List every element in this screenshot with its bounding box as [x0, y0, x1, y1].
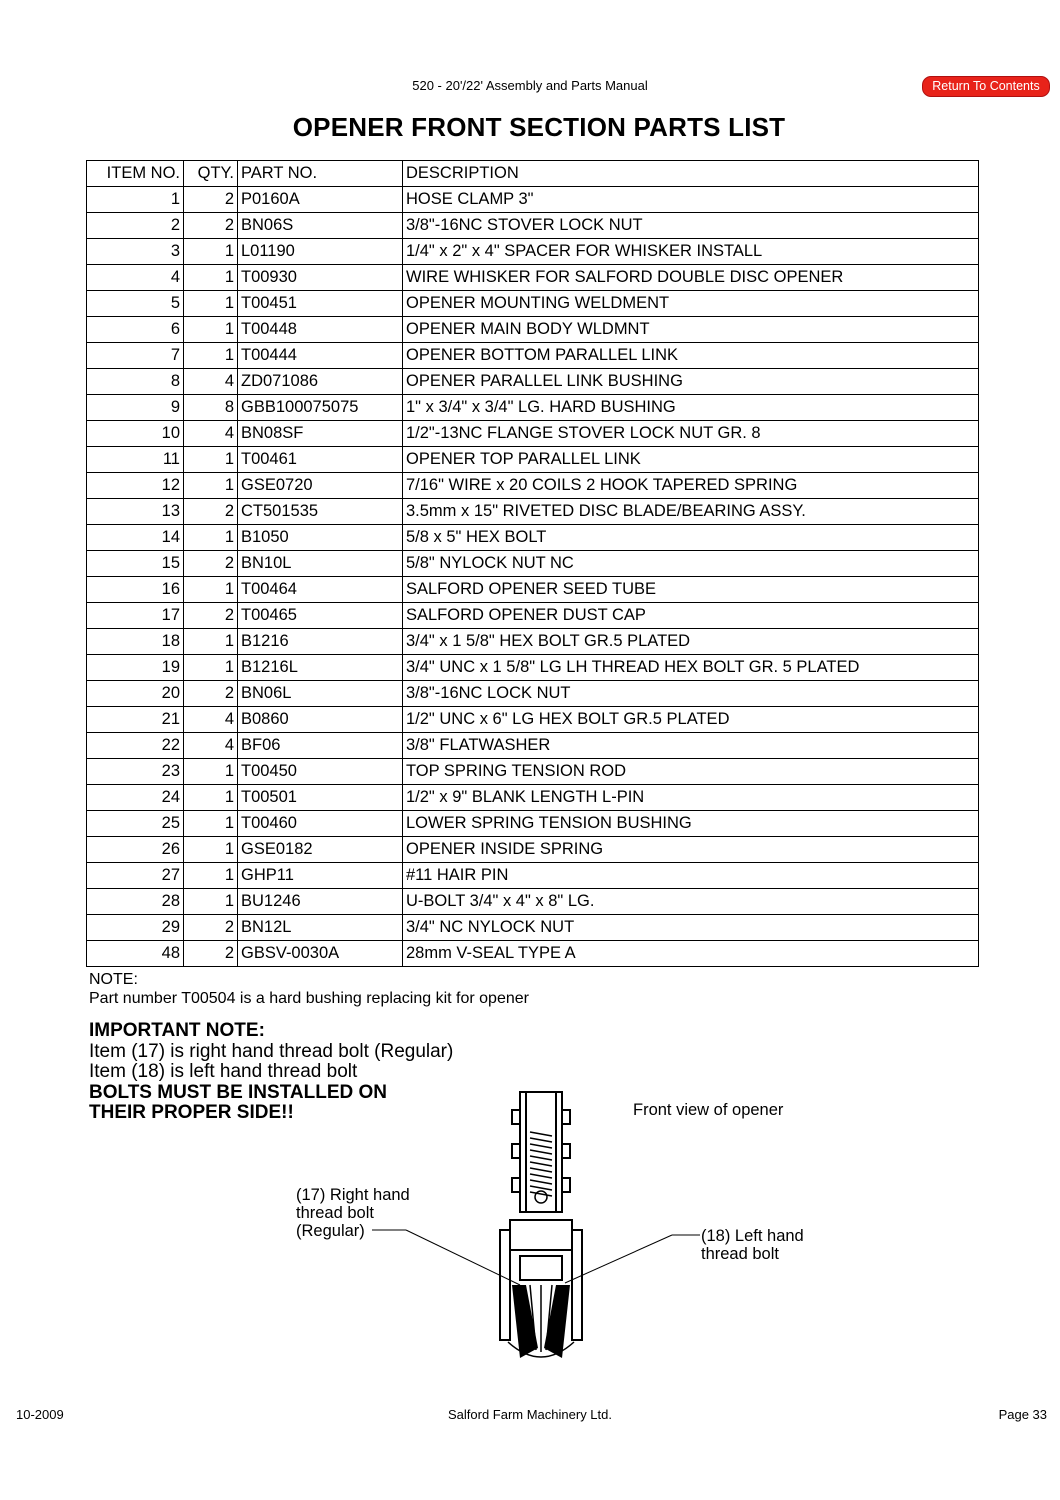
description-cell: 3/8"-16NC LOCK NUT [403, 681, 979, 707]
table-row [87, 889, 979, 915]
item-no-cell: 28 [87, 889, 184, 915]
item-no-cell: 27 [87, 863, 184, 889]
callout-18-line-2: thread bolt [701, 1245, 779, 1263]
note-text: Part number T00504 is a hard bushing replacing kit for opener [89, 990, 529, 1007]
qty-cell: 1 [184, 317, 238, 343]
description-cell: HOSE CLAMP 3" [403, 187, 979, 213]
part-no-cell: BF06 [238, 733, 403, 759]
qty-cell: 2 [184, 499, 238, 525]
qty-cell: 1 [184, 525, 238, 551]
qty-cell: 1 [184, 239, 238, 265]
part-no-cell: BN12L [238, 915, 403, 941]
description-cell: 1" x 3/4" x 3/4" LG. HARD BUSHING [403, 395, 979, 421]
part-no-cell: B1050 [238, 525, 403, 551]
note-block [89, 970, 529, 1008]
return-to-contents-button[interactable]: Return To Contents [922, 76, 1050, 97]
footer-date: 10-2009 [16, 1407, 64, 1422]
part-no-cell: B1216 [238, 629, 403, 655]
qty-cell: 4 [184, 369, 238, 395]
column-header-item-no: ITEM NO. [87, 161, 184, 187]
description-cell: 5/8" NYLOCK NUT NC [403, 551, 979, 577]
item-no-cell: 7 [87, 343, 184, 369]
table-row [87, 577, 979, 603]
qty-cell: 2 [184, 187, 238, 213]
qty-cell: 1 [184, 863, 238, 889]
footer-company: Salford Farm Machinery Ltd. [447, 1407, 612, 1422]
qty-cell: 2 [184, 551, 238, 577]
item-no-cell: 11 [87, 447, 184, 473]
qty-cell: 1 [184, 655, 238, 681]
table-row [87, 629, 979, 655]
parts-table [86, 160, 979, 967]
column-header-description: DESCRIPTION [403, 161, 979, 187]
qty-cell: 1 [184, 889, 238, 915]
item-no-cell: 1 [87, 187, 184, 213]
description-cell: OPENER MAIN BODY WLDMNT [403, 317, 979, 343]
table-header-row [87, 161, 979, 187]
qty-cell: 1 [184, 447, 238, 473]
description-cell: OPENER TOP PARALLEL LINK [403, 447, 979, 473]
part-no-cell: T00464 [238, 577, 403, 603]
part-no-cell: T00461 [238, 447, 403, 473]
description-cell: #11 HAIR PIN [403, 863, 979, 889]
qty-cell: 1 [184, 759, 238, 785]
qty-cell: 4 [184, 707, 238, 733]
qty-cell: 1 [184, 811, 238, 837]
callout-17-right-hand-bolt [296, 1186, 410, 1240]
callout-17-line-1: (17) Right hand [296, 1186, 410, 1204]
part-no-cell: T00450 [238, 759, 403, 785]
item-no-cell: 18 [87, 629, 184, 655]
footer-page-number: Page 33 [998, 1407, 1047, 1422]
table-row [87, 863, 979, 889]
description-cell: 3.5mm x 15" RIVETED DISC BLADE/BEARING ASSY. [403, 499, 979, 525]
qty-cell: 4 [184, 421, 238, 447]
table-row [87, 343, 979, 369]
qty-cell: 1 [184, 785, 238, 811]
important-note-line-18: Item (18) is left hand thread bolt [89, 1061, 358, 1082]
qty-cell: 2 [184, 941, 238, 967]
description-cell: 1/4" x 2" x 4" SPACER FOR WHISKER INSTALL [403, 239, 979, 265]
description-cell: SALFORD OPENER DUST CAP [403, 603, 979, 629]
item-no-cell: 25 [87, 811, 184, 837]
item-no-cell: 12 [87, 473, 184, 499]
item-no-cell: 2 [87, 213, 184, 239]
item-no-cell: 15 [87, 551, 184, 577]
description-cell: U-BOLT 3/4" x 4" x 8" LG. [403, 889, 979, 915]
table-row [87, 499, 979, 525]
manual-title: 520 - 20'/22' Assembly and Parts Manual [412, 78, 648, 93]
item-no-cell: 48 [87, 941, 184, 967]
table-row [87, 213, 979, 239]
part-no-cell: T00460 [238, 811, 403, 837]
part-no-cell: ZD071086 [238, 369, 403, 395]
part-no-cell: T00465 [238, 603, 403, 629]
qty-cell: 2 [184, 213, 238, 239]
table-row [87, 447, 979, 473]
table-row [87, 811, 979, 837]
description-cell: 3/8"-16NC STOVER LOCK NUT [403, 213, 979, 239]
part-no-cell: T00451 [238, 291, 403, 317]
description-cell: OPENER BOTTOM PARALLEL LINK [403, 343, 979, 369]
qty-cell: 1 [184, 629, 238, 655]
part-no-cell: GBSV-0030A [238, 941, 403, 967]
note-label: NOTE: [89, 971, 138, 988]
opener-front-view-diagram [360, 1080, 720, 1370]
item-no-cell: 29 [87, 915, 184, 941]
item-no-cell: 21 [87, 707, 184, 733]
item-no-cell: 6 [87, 317, 184, 343]
qty-cell: 2 [184, 603, 238, 629]
important-warning-line-2: THEIR PROPER SIDE!! [89, 1102, 294, 1123]
table-row [87, 681, 979, 707]
description-cell: 5/8 x 5" HEX BOLT [403, 525, 979, 551]
table-row [87, 369, 979, 395]
item-no-cell: 26 [87, 837, 184, 863]
part-no-cell: BU1246 [238, 889, 403, 915]
part-no-cell: B0860 [238, 707, 403, 733]
qty-cell: 1 [184, 837, 238, 863]
table-row [87, 239, 979, 265]
item-no-cell: 10 [87, 421, 184, 447]
parts-table-body [87, 187, 979, 967]
part-no-cell: T00448 [238, 317, 403, 343]
item-no-cell: 5 [87, 291, 184, 317]
table-row [87, 941, 979, 967]
item-no-cell: 17 [87, 603, 184, 629]
table-row [87, 265, 979, 291]
qty-cell: 8 [184, 395, 238, 421]
table-row [87, 603, 979, 629]
part-no-cell: GHP11 [238, 863, 403, 889]
part-no-cell: GBB100075075 [238, 395, 403, 421]
description-cell: 1/2" x 9" BLANK LENGTH L-PIN [403, 785, 979, 811]
table-row [87, 551, 979, 577]
description-cell: OPENER INSIDE SPRING [403, 837, 979, 863]
callout-18-left-hand-bolt [701, 1227, 804, 1263]
table-row [87, 785, 979, 811]
table-row [87, 837, 979, 863]
description-cell: 3/4" x 1 5/8" HEX BOLT GR.5 PLATED [403, 629, 979, 655]
part-no-cell: GSE0182 [238, 837, 403, 863]
item-no-cell: 23 [87, 759, 184, 785]
table-row [87, 707, 979, 733]
item-no-cell: 13 [87, 499, 184, 525]
qty-cell: 1 [184, 291, 238, 317]
table-row [87, 317, 979, 343]
qty-cell: 1 [184, 473, 238, 499]
item-no-cell: 19 [87, 655, 184, 681]
page-title: OPENER FRONT SECTION PARTS LIST [292, 112, 786, 142]
description-cell: 28mm V-SEAL TYPE A [403, 941, 979, 967]
table-row [87, 187, 979, 213]
qty-cell: 1 [184, 265, 238, 291]
qty-cell: 1 [184, 577, 238, 603]
part-no-cell: CT501535 [238, 499, 403, 525]
item-no-cell: 8 [87, 369, 184, 395]
item-no-cell: 16 [87, 577, 184, 603]
qty-cell: 2 [184, 681, 238, 707]
part-no-cell: BN06L [238, 681, 403, 707]
description-cell: LOWER SPRING TENSION BUSHING [403, 811, 979, 837]
table-row [87, 915, 979, 941]
part-no-cell: T00444 [238, 343, 403, 369]
table-row [87, 421, 979, 447]
table-row [87, 395, 979, 421]
qty-cell: 2 [184, 915, 238, 941]
description-cell: 7/16" WIRE x 20 COILS 2 HOOK TAPERED SPRING [403, 473, 979, 499]
description-cell: SALFORD OPENER SEED TUBE [403, 577, 979, 603]
part-no-cell: T00930 [238, 265, 403, 291]
part-no-cell: BN06S [238, 213, 403, 239]
part-no-cell: BN08SF [238, 421, 403, 447]
description-cell: 3/4" NC NYLOCK NUT [403, 915, 979, 941]
table-row [87, 733, 979, 759]
item-no-cell: 14 [87, 525, 184, 551]
description-cell: 1/2" UNC x 6" LG HEX BOLT GR.5 PLATED [403, 707, 979, 733]
description-cell: 3/4" UNC x 1 5/8" LG LH THREAD HEX BOLT GR. 5 PLATED [403, 655, 979, 681]
description-cell: 1/2"-13NC FLANGE STOVER LOCK NUT GR. 8 [403, 421, 979, 447]
description-cell: OPENER MOUNTING WELDMENT [403, 291, 979, 317]
important-note-heading: IMPORTANT NOTE: [89, 1020, 265, 1041]
description-cell: OPENER PARALLEL LINK BUSHING [403, 369, 979, 395]
part-no-cell: P0160A [238, 187, 403, 213]
part-no-cell: GSE0720 [238, 473, 403, 499]
item-no-cell: 20 [87, 681, 184, 707]
table-row [87, 473, 979, 499]
important-warning-line-1: BOLTS MUST BE INSTALLED ON [89, 1081, 388, 1103]
qty-cell: 4 [184, 733, 238, 759]
callout-18-line-1: (18) Left hand [701, 1227, 804, 1245]
qty-cell: 1 [184, 343, 238, 369]
column-header-qty: QTY. [184, 161, 238, 187]
description-cell: TOP SPRING TENSION ROD [403, 759, 979, 785]
description-cell: 3/8" FLATWASHER [403, 733, 979, 759]
table-row [87, 291, 979, 317]
item-no-cell: 24 [87, 785, 184, 811]
item-no-cell: 9 [87, 395, 184, 421]
part-no-cell: T00501 [238, 785, 403, 811]
table-row [87, 525, 979, 551]
table-row [87, 759, 979, 785]
part-no-cell: L01190 [238, 239, 403, 265]
description-cell: WIRE WHISKER FOR SALFORD DOUBLE DISC OPENER [403, 265, 979, 291]
table-row [87, 655, 979, 681]
part-no-cell: BN10L [238, 551, 403, 577]
item-no-cell: 22 [87, 733, 184, 759]
part-no-cell: B1216L [238, 655, 403, 681]
callout-17-line-3: (Regular) [296, 1222, 365, 1240]
column-header-part-no: PART NO. [238, 161, 403, 187]
callout-17-line-2: thread bolt [296, 1204, 374, 1222]
important-note-line-17: Item (17) is right hand thread bolt (Regular) [89, 1040, 454, 1062]
item-no-cell: 3 [87, 239, 184, 265]
item-no-cell: 4 [87, 265, 184, 291]
figure-caption: Front view of opener [633, 1101, 784, 1119]
